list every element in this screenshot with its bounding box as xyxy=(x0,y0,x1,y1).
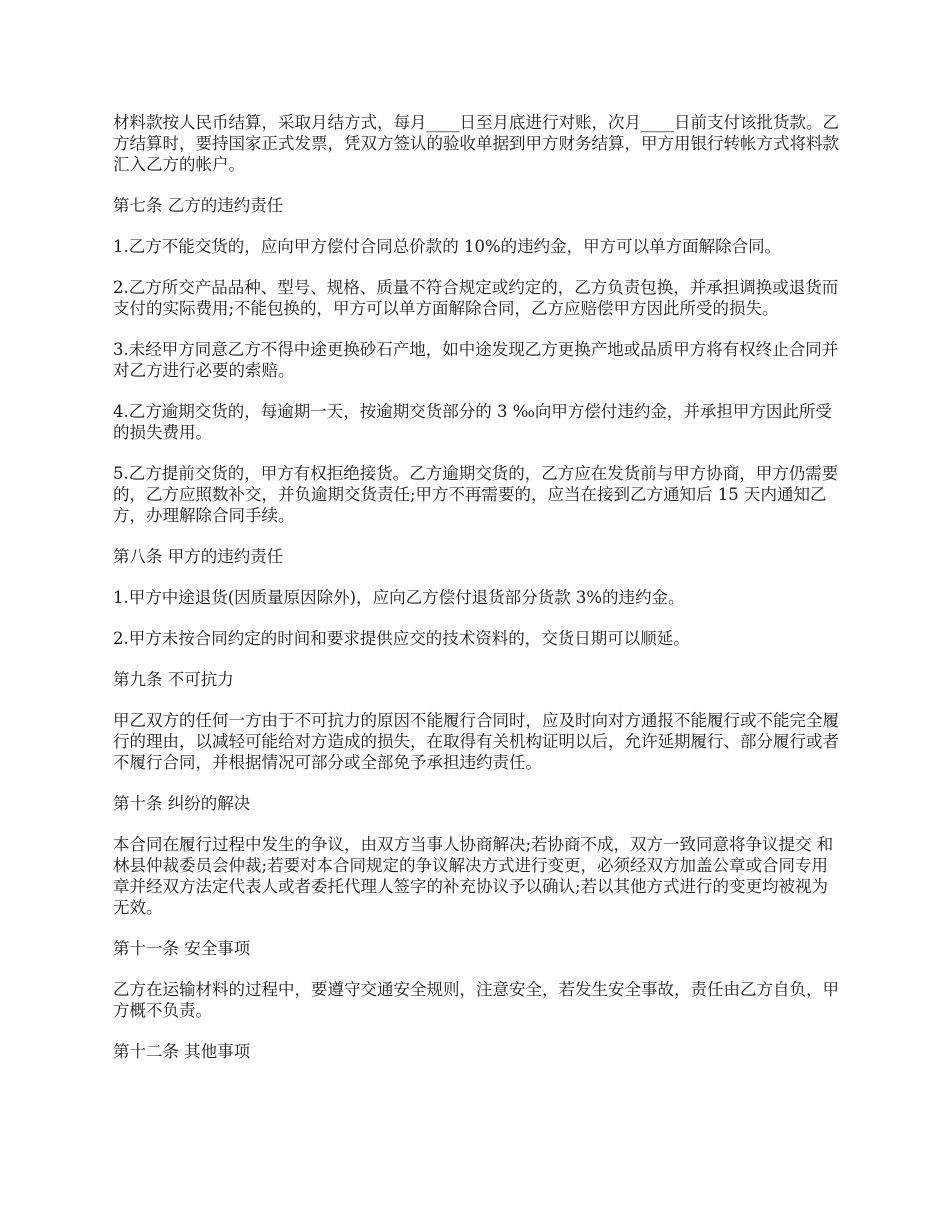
clause-paragraph: 1.乙方不能交货的，应向甲方偿付合同总价款的 10%的违约金，甲方可以单方面解除合同。 xyxy=(113,237,782,256)
clause-heading-8: 第八条 甲方的违约责任 xyxy=(113,547,284,566)
clause-heading-7: 第七条 乙方的违约责任 xyxy=(113,196,284,215)
clause-paragraph: 2.甲方未按合同约定的时间和要求提供应交的技术资料的，交货日期可以顺延。 xyxy=(113,629,690,648)
clause-heading-12: 第十二条 其他事项 xyxy=(113,1042,251,1061)
clause-heading-10: 第十条 纠纷的解决 xyxy=(113,794,251,813)
clause-paragraph: 本合同在履行过程中发生的争议，由双方当事人协商解决;若协商不成，双方一致同意将争议提交 和林县仲裁委员会仲裁;若要对本合同规定的争议解决方式进行变更，必须经双方加盖公章或合同专用章并经双方法定代表人或者委托代理人签字的补充协议予以确认;若以其他方式进行的变更均被视为无效。 xyxy=(113,835,834,917)
clause-paragraph: 1.甲方中途退货(因质量原因除外)，应向乙方偿付退货部分货款 3%的违约金。 xyxy=(113,588,685,607)
clause-heading-11: 第十一条 安全事项 xyxy=(113,939,251,958)
clause-paragraph: 甲乙双方的任何一方由于不可抗力的原因不能履行合同时，应及时向对方通报不能履行或不能完全履行的理由，以减轻可能给对方造成的损失，在取得有关机构证明以后，允许延期履行、部分履行或者不履行合同，并根据情况可部分或全部免予承担违约责任。 xyxy=(113,711,839,772)
clause-paragraph: 3.未经甲方同意乙方不得中途更换砂石产地，如中途发现乙方更换产地或品质甲方将有权终止合同并对乙方进行必要的索赔。 xyxy=(113,340,839,380)
clause-heading-9: 第九条 不可抗力 xyxy=(113,670,234,689)
document-body xyxy=(113,112,843,1082)
clause-paragraph: 材料款按人民币结算，采取月结方式，每月____日至月底进行对账，次月____日前支付该批货款。乙方结算时，要持国家正式发票，凭双方签认的验收单据到甲方财务结算，甲方用银行转帐方式将料款汇入乙方的帐户。 xyxy=(113,113,839,174)
clause-paragraph: 乙方在运输材料的过程中，要遵守交通安全规则，注意安全，若发生安全事故，责任由乙方自负，甲方概不负责。 xyxy=(113,980,839,1020)
clause-paragraph: 5.乙方提前交货的，甲方有权拒绝接货。乙方逾期交货的，乙方应在发货前与甲方协商，甲方仍需要的，乙方应照数补交，并负逾期交货责任;甲方不再需要的，应当在接到乙方通知后 15 天内通知乙方，办理解除合同手续。 xyxy=(113,464,839,525)
clause-paragraph: 2.乙方所交产品品种、型号、规格、质量不符合规定或约定的，乙方负责包换，并承担调换或退货而支付的实际费用;不能包换的，甲方可以单方面解除合同，乙方应赔偿甲方因此所受的损失。 xyxy=(113,278,839,318)
clause-paragraph: 4.乙方逾期交货的，每逾期一天，按逾期交货部分的 3 ‰向甲方偿付违约金，并承担甲方因此所受的损失费用。 xyxy=(113,402,832,442)
